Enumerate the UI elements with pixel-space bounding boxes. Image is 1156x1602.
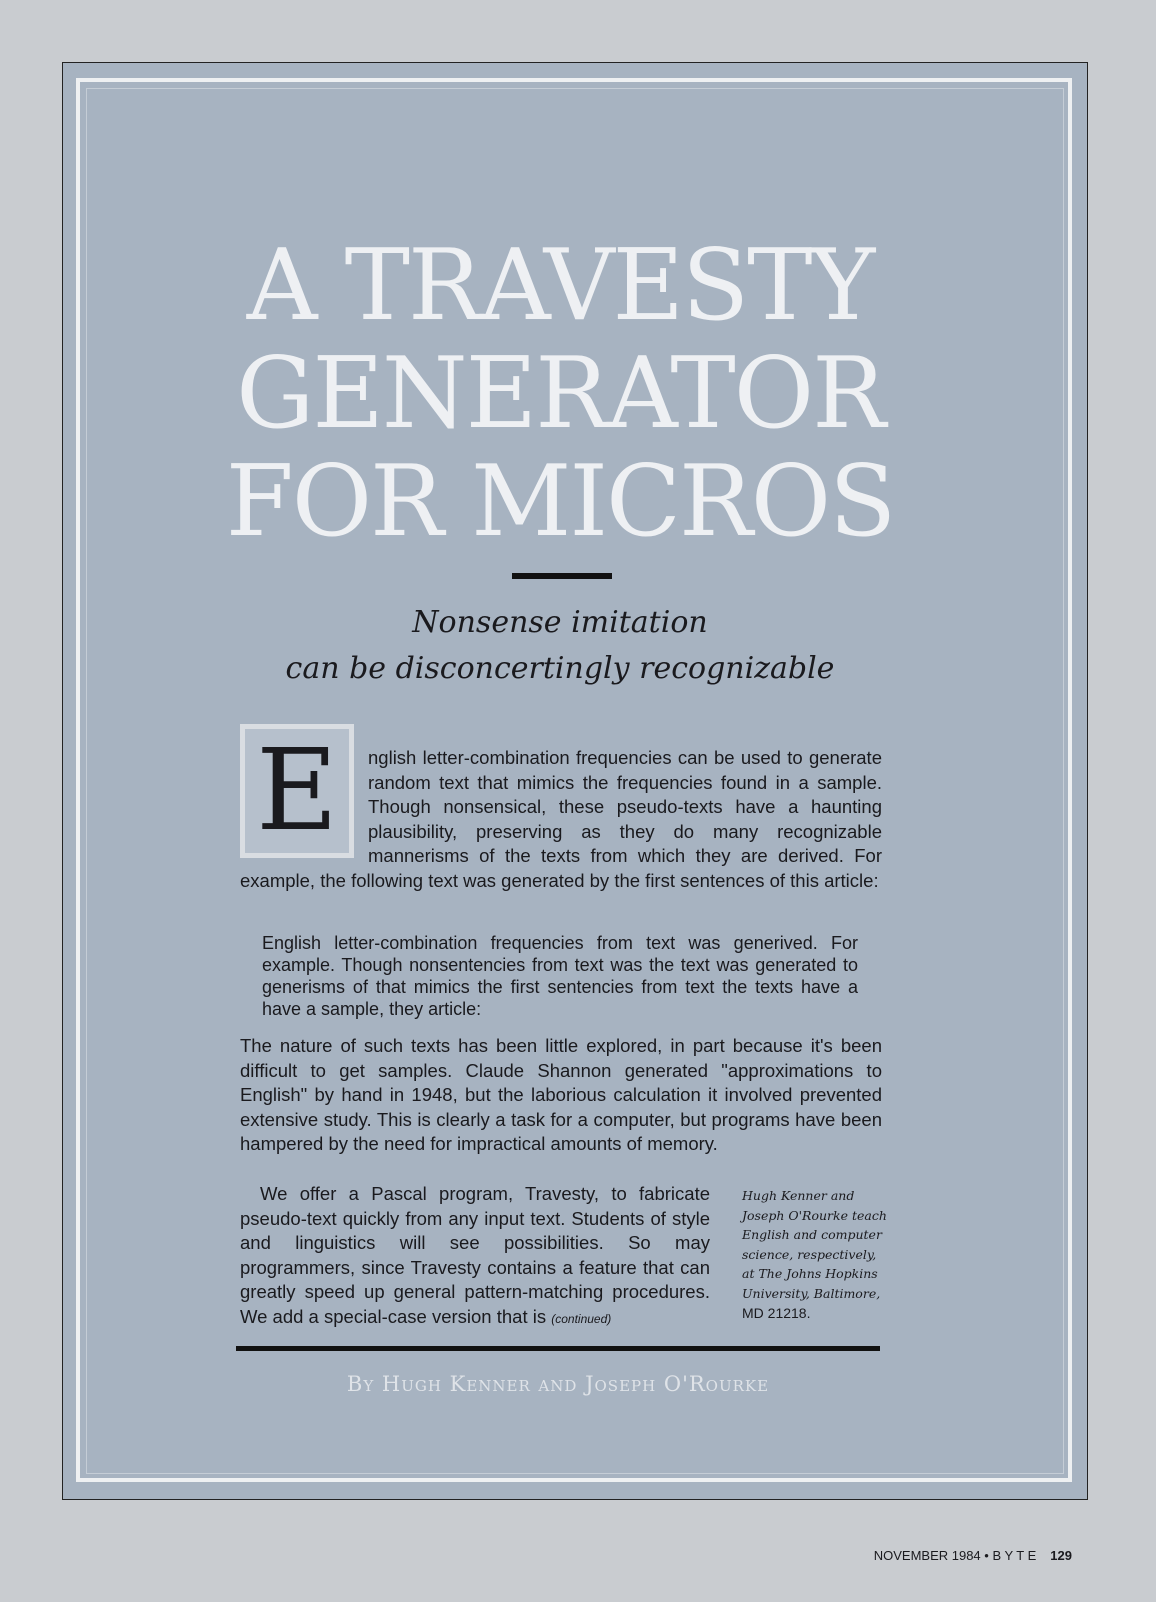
drop-cap: E: [240, 724, 354, 858]
subtitle-line: Nonsense imitation: [412, 605, 708, 640]
bio-text: Hugh Kenner and Joseph O'Rourke teach English and computer science, respectively, at The Johns Hopkins University, Baltimore,: [742, 1188, 887, 1301]
bottom-rule: [236, 1346, 880, 1351]
byline: By Hugh Kenner and Joseph O'Rourke: [346, 1372, 770, 1396]
author-bio: [742, 1186, 892, 1323]
sample-output-quote: English letter-combination frequencies from text was generived. For example. Though nonsentencies from text was the text was generated to generisms of that mimics the first sentencies from text the texts have a have a sample, they article:: [262, 933, 858, 1019]
title-line: GENERATOR: [236, 337, 884, 451]
continued-marker: (continued): [551, 1311, 612, 1326]
title-line: FOR MICROS: [225, 445, 895, 559]
body-paragraph: [240, 1182, 710, 1332]
bio-address: MD 21218.: [742, 1304, 811, 1321]
title-line: A TRAVESTY: [246, 229, 874, 343]
intro-paragraph: [240, 726, 882, 894]
article-subtitle: [200, 600, 920, 692]
title-divider: [512, 573, 612, 579]
article-title: [200, 229, 920, 559]
issue-label: NOVEMBER 1984 • B Y T E: [873, 1548, 1037, 1563]
subtitle-line: can be disconcertingly recognizable: [285, 651, 835, 686]
paragraph-text: nglish letter-combination frequencies can be used to generate random text that mimics the frequencies found in a sample. Though nonsensical, these pseudo-texts have a haunting plausibility, preserving as they do many recognizable mannerisms of the texts from which they are derived. For example, the following text was generated by the first sentences of this article:: [240, 747, 882, 891]
body-paragraph: The nature of such texts has been little explored, in part because it's been difficult to get samples. Claude Shannon generated "approximations to English" by hand in 1948, but the laborious calculation it involved prevented extensive study. This is clearly a task for a computer, but programs have been hampered by the need for impractical amounts of memory.: [240, 1035, 882, 1155]
paragraph-text: We offer a Pascal program, Travesty, to fabricate pseudo-text quickly from any input text. Students of style and linguistics will see possibilities. So may programmers, since Travesty contains a feature that can greatly speed up general pattern-matching procedures. We add a special-case version that is: [240, 1183, 710, 1327]
page-number: 129: [1050, 1548, 1072, 1563]
page-footer: [800, 1548, 1072, 1563]
